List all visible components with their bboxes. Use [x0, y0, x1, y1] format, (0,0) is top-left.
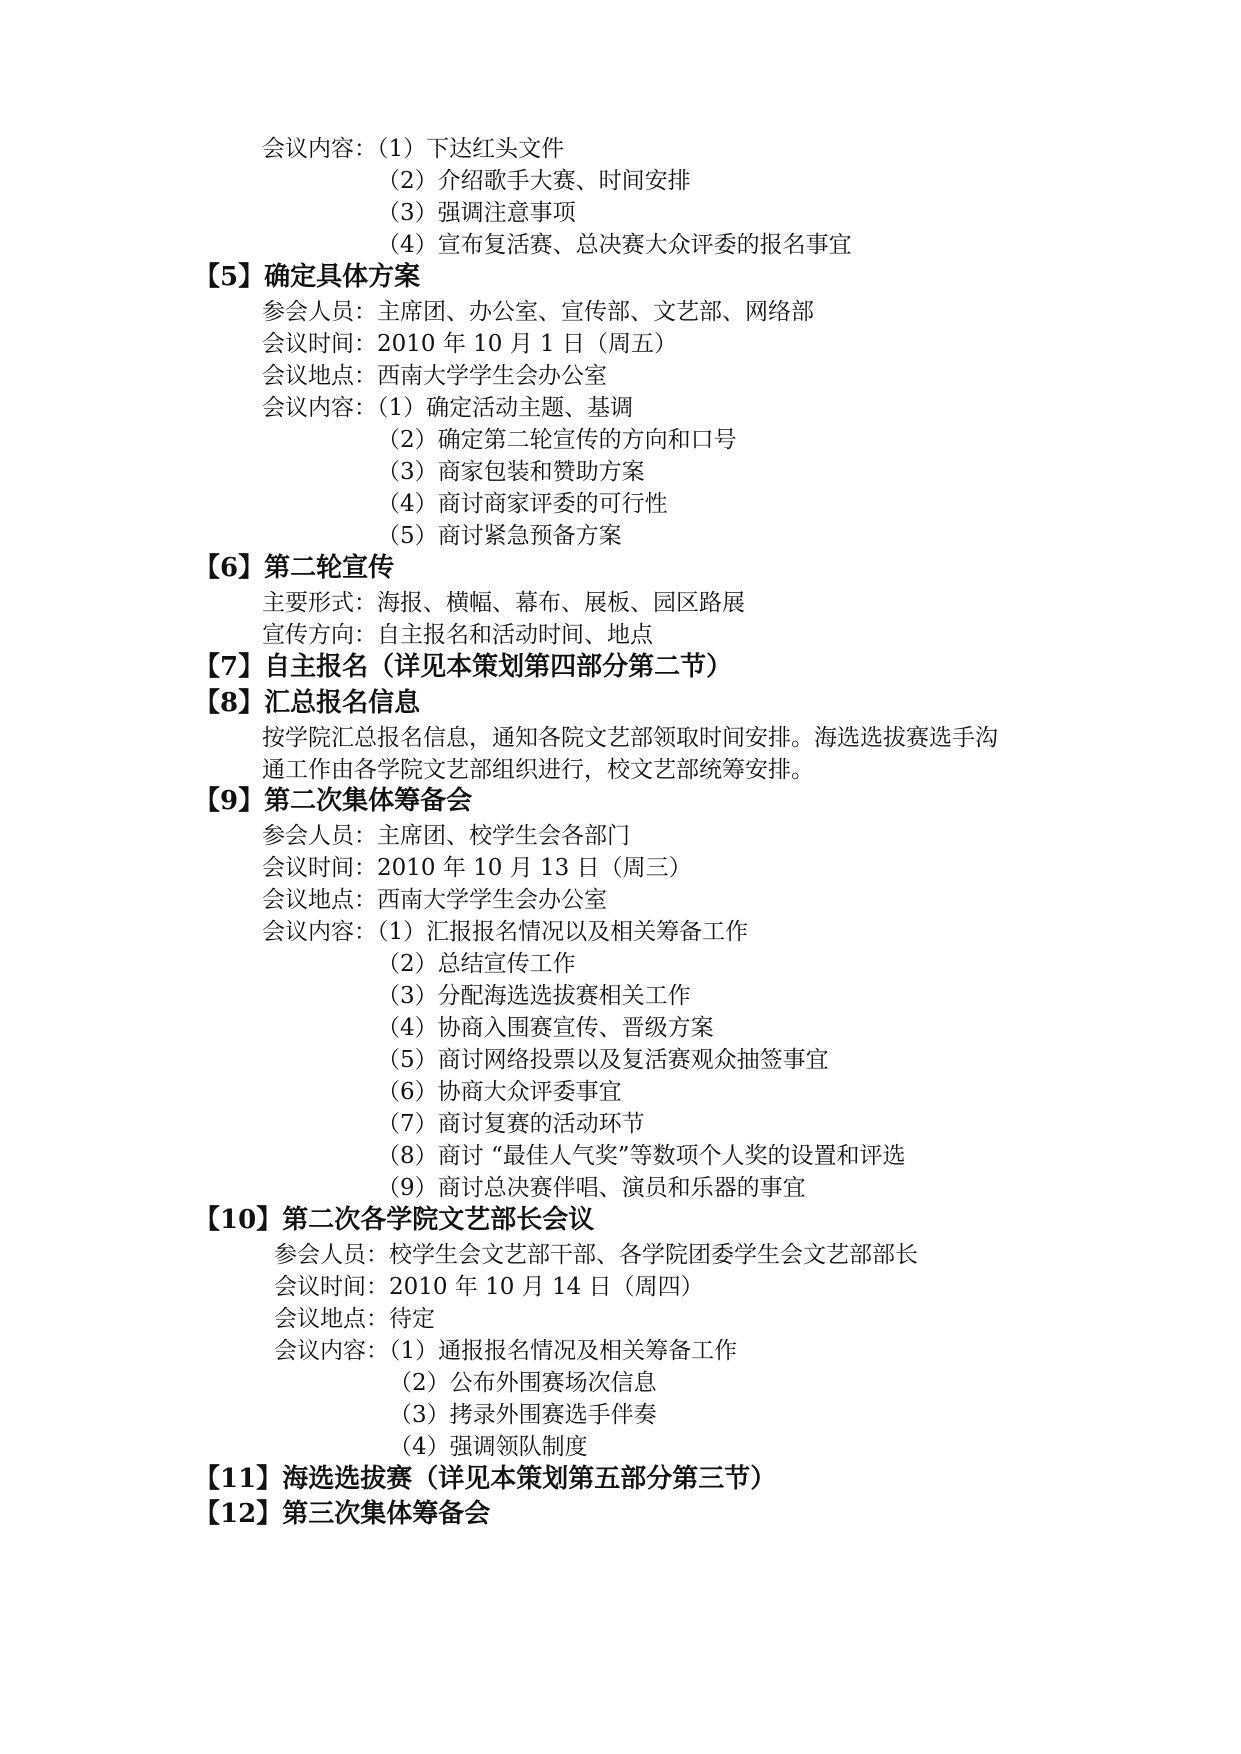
section-heading: [194, 650, 732, 684]
section-title: 海选选拔赛（详见本策划第五部分第三节）: [282, 1464, 777, 1494]
paragraph-line: 通工作由各学院文艺部组织进行，校文艺部统筹安排。: [262, 757, 814, 783]
field-value: 自主报名和活动时间、地点: [377, 622, 653, 648]
meeting-content-line: [262, 916, 748, 948]
list-item: （2）总结宣传工作: [377, 951, 576, 977]
section-number: 【12】: [194, 1499, 283, 1529]
list-item: （4）宣布复活赛、总决赛大众评委的报名事宜: [377, 232, 852, 258]
section-number: 【9】: [194, 786, 265, 816]
place-line: [262, 360, 607, 392]
field-value: 海报、横幅、幕布、展板、园区路展: [377, 590, 745, 616]
field-label: 会议时间：: [262, 331, 377, 357]
field-label: 宣传方向：: [262, 622, 377, 648]
field-value: 主席团、校学生会各部门: [377, 823, 630, 849]
section-heading: [194, 784, 472, 818]
time-line: [262, 852, 692, 884]
field-label: 主要形式：: [262, 590, 377, 616]
attendees-line: [262, 296, 814, 328]
place-line: [274, 1303, 435, 1335]
list-item: （3）商家包装和赞助方案: [377, 459, 645, 485]
field-value: 2010 年 10 月 14 日（周四）: [389, 1274, 704, 1300]
list-item: （1）下达红头文件: [377, 136, 565, 162]
field-label: 参会人员：: [262, 823, 377, 849]
section-title: 第二轮宣传: [264, 553, 395, 583]
section-title: 汇总报名信息: [264, 688, 421, 718]
list-item: （6）协商大众评委事宜: [377, 1079, 622, 1105]
field-label: 会议地点：: [262, 363, 377, 389]
field-label: 会议内容：: [262, 136, 377, 162]
list-item: （4）商讨商家评委的可行性: [377, 491, 668, 517]
field-value: 2010 年 10 月 1 日（周五）: [377, 331, 677, 357]
list-item: （1）确定活动主题、基调: [377, 395, 634, 421]
section-number: 【6】: [194, 553, 265, 583]
place-line: [262, 884, 607, 916]
section-number: 【10】: [194, 1205, 283, 1235]
time-line: [262, 328, 677, 360]
list-item: （8）商讨 “最佳人气奖”等数项个人奖的设置和评选: [377, 1143, 906, 1169]
section-heading: [194, 1497, 490, 1531]
section-number: 【5】: [194, 262, 265, 292]
field-label: 参会人员：: [262, 299, 377, 325]
field-value: 西南大学学生会办公室: [377, 363, 607, 389]
list-item: （7）商讨复赛的活动环节: [377, 1111, 645, 1137]
list-item: （3）拷录外围赛选手伴奏: [389, 1402, 657, 1428]
meeting-content-line: [274, 1335, 737, 1367]
time-line: [274, 1271, 704, 1303]
section-heading: [194, 686, 420, 720]
section-number: 【8】: [194, 688, 265, 718]
list-item: （4）协商入围赛宣传、晋级方案: [377, 1015, 714, 1041]
section-title: 确定具体方案: [264, 262, 421, 292]
field-value: 西南大学学生会办公室: [377, 887, 607, 913]
list-item: （2）确定第二轮宣传的方向和口号: [377, 427, 737, 453]
field-label: 会议地点：: [274, 1306, 389, 1332]
list-item: （1）通报报名情况及相关筹备工作: [389, 1338, 738, 1364]
attendees-line: [262, 820, 630, 852]
list-item: （2）公布外围赛场次信息: [389, 1370, 657, 1396]
field-label: 会议地点：: [262, 887, 377, 913]
field-label: 会议内容：: [262, 395, 377, 421]
section-title: 第二次集体筹备会: [264, 786, 473, 816]
field-value: 校学生会文艺部干部、各学院团委学生会文艺部部长: [389, 1242, 918, 1268]
field-label: 会议时间：: [274, 1274, 389, 1300]
section-title: 第三次集体筹备会: [282, 1499, 491, 1529]
list-item: （4）强调领队制度: [389, 1434, 588, 1460]
field-value: 2010 年 10 月 13 日（周三）: [377, 855, 692, 881]
section-title: 第二次各学院文艺部长会议: [282, 1205, 595, 1235]
meeting-content-line: [262, 133, 564, 165]
field-label: 会议内容：: [274, 1338, 389, 1364]
field-label: 会议时间：: [262, 855, 377, 881]
list-item: （5）商讨紧急预备方案: [377, 523, 622, 549]
section-heading: [194, 1462, 776, 1496]
list-item: （3）分配海选选拔赛相关工作: [377, 983, 691, 1009]
list-item: （3）强调注意事项: [377, 200, 576, 226]
section-number: 【11】: [194, 1464, 283, 1494]
paragraph-line: 按学院汇总报名信息，通知各院文艺部领取时间安排。海选选拔赛选手沟: [262, 725, 998, 751]
attendees-line: [274, 1239, 918, 1271]
section-heading: [194, 1203, 594, 1237]
direction-line: [262, 619, 653, 651]
list-item: （1）汇报报名情况以及相关筹备工作: [377, 919, 749, 945]
field-label: 参会人员：: [274, 1242, 389, 1268]
field-label: 会议内容：: [262, 919, 377, 945]
meeting-content-line: [262, 392, 633, 424]
field-value: 主席团、办公室、宣传部、文艺部、网络部: [377, 299, 814, 325]
list-item: （9）商讨总决赛伴唱、演员和乐器的事宜: [377, 1175, 806, 1201]
list-item: （2）介绍歌手大赛、时间安排: [377, 168, 691, 194]
form-line: [262, 587, 745, 619]
field-value: 待定: [389, 1306, 435, 1332]
section-title: 自主报名（详见本策划第四部分第二节）: [264, 652, 733, 682]
section-heading: [194, 260, 420, 294]
section-number: 【7】: [194, 652, 265, 682]
section-heading: [194, 551, 394, 585]
list-item: （5）商讨网络投票以及复活赛观众抽签事宜: [377, 1047, 829, 1073]
